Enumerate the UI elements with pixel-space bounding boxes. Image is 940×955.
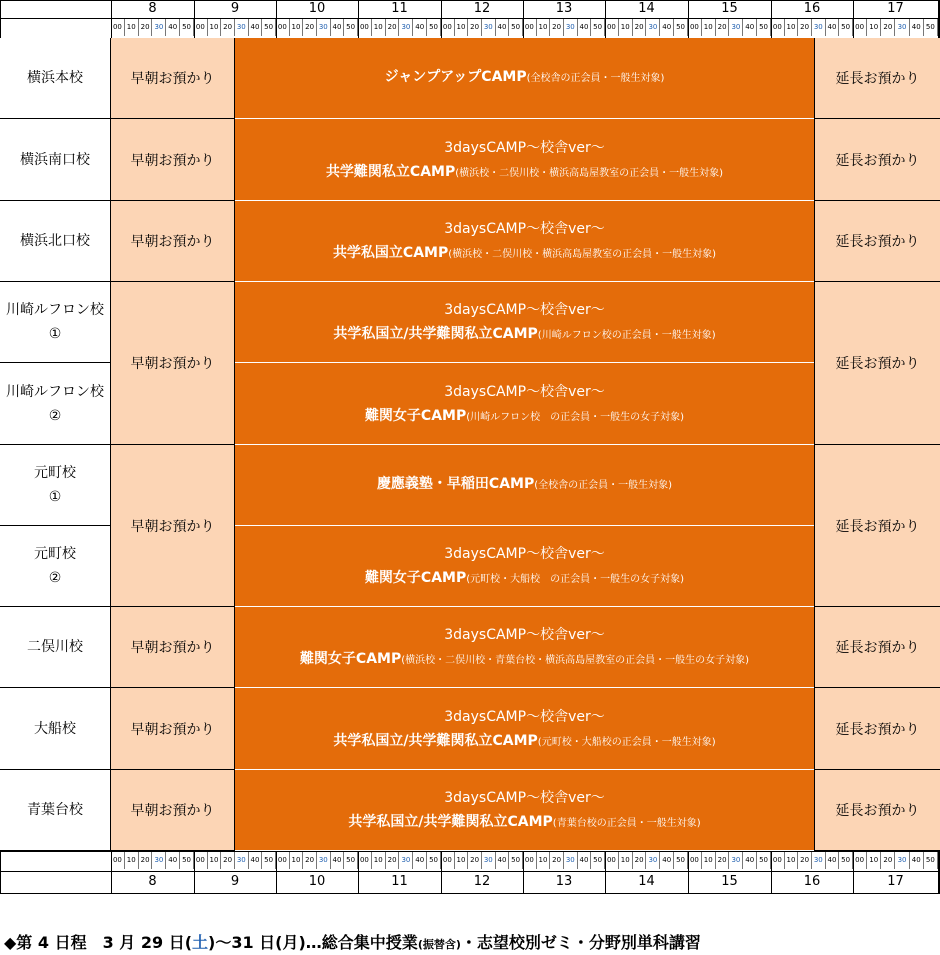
minute-label: 10 bbox=[208, 851, 222, 869]
minute-label: 50 bbox=[757, 18, 771, 36]
minute-label: 00 bbox=[441, 851, 455, 869]
camp-block bbox=[235, 282, 814, 363]
top-hour-label: 8 bbox=[148, 1, 157, 16]
camp-block bbox=[235, 119, 814, 201]
top-minute-row bbox=[194, 18, 276, 36]
camp-title-text: 慶應義塾・早稲田CAMP bbox=[376, 476, 535, 492]
camp-title-text: ジャンプアップCAMP bbox=[384, 69, 527, 85]
minute-label: 10 bbox=[867, 851, 881, 869]
minute-label: 10 bbox=[372, 851, 386, 869]
camp-note: (川崎ルフロン校の正会員・一般生対象) bbox=[537, 330, 716, 341]
minute-label: 50 bbox=[262, 851, 276, 869]
minute-label: 50 bbox=[427, 18, 441, 36]
minute-label: 20 bbox=[881, 18, 895, 36]
minute-label: 20 bbox=[303, 18, 317, 36]
minute-label: 40 bbox=[413, 18, 427, 36]
minute-label: 40 bbox=[331, 18, 345, 36]
minute-label: 10 bbox=[208, 18, 222, 36]
late-care-cell: 延長お預かり bbox=[814, 688, 940, 770]
camp-title-text: 難関女子CAMP bbox=[364, 407, 467, 424]
minute-label: 00 bbox=[688, 851, 702, 869]
camp-title bbox=[290, 648, 759, 672]
minute-label: 10 bbox=[455, 851, 469, 869]
minute-label: 50 bbox=[509, 851, 523, 869]
minute-label: 30 bbox=[646, 18, 660, 36]
grid-line bbox=[0, 871, 940, 872]
camp-title-text: 共学私国立CAMP bbox=[332, 245, 449, 261]
camp-block bbox=[235, 770, 814, 851]
top-minute-row bbox=[605, 18, 688, 36]
camp-subtitle: 3daysCAMP～校舎ver～ bbox=[444, 302, 605, 318]
minute-label: 50 bbox=[344, 18, 358, 36]
minute-label: 40 bbox=[496, 851, 510, 869]
minute-label: 10 bbox=[702, 851, 716, 869]
minute-label: 40 bbox=[910, 851, 924, 869]
minute-label: 30 bbox=[235, 851, 249, 869]
camp-block bbox=[235, 688, 814, 770]
camp-title bbox=[338, 811, 710, 835]
minute-label: 50 bbox=[262, 18, 276, 36]
minute-label: 10 bbox=[537, 18, 551, 36]
camp-note: (元町校・大船校の正会員・一般生対象) bbox=[537, 736, 716, 748]
top-minute-row bbox=[688, 18, 771, 36]
bottom-hour-label: 17 bbox=[887, 874, 904, 889]
minute-label: 50 bbox=[591, 851, 605, 869]
minute-label: 40 bbox=[910, 18, 924, 36]
bottom-hour-label: 8 bbox=[148, 874, 157, 889]
bottom-minute-row bbox=[194, 851, 276, 869]
minute-label: 40 bbox=[660, 851, 674, 869]
camp-block bbox=[235, 363, 814, 445]
minute-label: 00 bbox=[523, 851, 537, 869]
camp-note: (元町校・大船校 の正会員・一般生の女子対象) bbox=[466, 574, 685, 585]
minute-label: 10 bbox=[125, 851, 139, 869]
camp-subtitle: 3daysCAMP～校舎ver～ bbox=[444, 627, 605, 643]
camp-note: (全校舎の正会員・一般生対象) bbox=[526, 73, 665, 84]
minute-label: 20 bbox=[303, 851, 317, 869]
late-care-cell: 延長お預かり bbox=[814, 38, 940, 119]
minute-label: 10 bbox=[619, 18, 633, 36]
minute-label: 30 bbox=[152, 851, 166, 869]
early-care-cell: 早朝お預かり bbox=[111, 445, 235, 607]
early-care-cell: 早朝お預かり bbox=[111, 119, 235, 201]
school-name: 元町校 ① bbox=[0, 445, 110, 526]
minute-label: 00 bbox=[688, 18, 702, 36]
minute-label: 40 bbox=[249, 851, 263, 869]
minute-label: 00 bbox=[523, 18, 537, 36]
top-hour-label: 10 bbox=[308, 1, 326, 16]
minute-label: 20 bbox=[716, 18, 730, 36]
minute-label: 10 bbox=[290, 18, 304, 36]
minute-label: 10 bbox=[619, 851, 633, 869]
top-hour-label: 17 bbox=[887, 1, 904, 16]
minute-label: 20 bbox=[221, 18, 235, 36]
grid-line bbox=[853, 851, 854, 893]
grid-line bbox=[853, 0, 854, 38]
school-name: 大船校 bbox=[0, 688, 110, 770]
minute-label: 00 bbox=[194, 18, 208, 36]
grid-line bbox=[111, 0, 112, 38]
grid-line bbox=[771, 851, 772, 893]
early-care-cell: 早朝お預かり bbox=[111, 201, 235, 282]
bottom-minute-row bbox=[441, 851, 523, 869]
minute-label: 50 bbox=[674, 851, 688, 869]
grid-line bbox=[276, 0, 277, 38]
minute-label: 10 bbox=[372, 18, 386, 36]
minute-label: 00 bbox=[194, 851, 208, 869]
minute-label: 10 bbox=[785, 851, 799, 869]
bottom-minute-row bbox=[523, 851, 605, 869]
minute-label: 50 bbox=[839, 851, 853, 869]
minute-label: 40 bbox=[331, 851, 345, 869]
minute-label: 30 bbox=[729, 851, 743, 869]
minute-label: 20 bbox=[798, 18, 812, 36]
camp-subtitle: 3daysCAMP～校舎ver～ bbox=[444, 139, 605, 156]
minute-label: 30 bbox=[235, 18, 249, 36]
schedule-footer: ◆第 4 日程 3 月 29 日(土)～31 日(月)…総合集中授業(振替含)・志望校別ゼミ・分野別単科講習 bbox=[4, 933, 701, 952]
top-hour-label: 9 bbox=[230, 1, 240, 16]
grid-line bbox=[0, 851, 940, 852]
top-hour-label: 12 bbox=[473, 1, 491, 16]
school-name: 元町校 ② bbox=[0, 526, 110, 607]
minute-label: 00 bbox=[358, 18, 372, 36]
bottom-minute-row bbox=[605, 851, 688, 869]
minute-label: 20 bbox=[139, 18, 153, 36]
minute-label: 50 bbox=[757, 851, 771, 869]
top-hour-label: 13 bbox=[555, 1, 573, 16]
minute-label: 20 bbox=[221, 851, 235, 869]
minute-label: 40 bbox=[413, 851, 427, 869]
grid-line bbox=[358, 0, 359, 38]
minute-label: 50 bbox=[924, 851, 938, 869]
minute-label: 50 bbox=[180, 851, 194, 869]
minute-label: 20 bbox=[550, 851, 564, 869]
minute-label: 30 bbox=[317, 851, 331, 869]
late-care-cell: 延長お預かり bbox=[814, 119, 940, 201]
minute-label: 50 bbox=[924, 18, 938, 36]
top-hour-label: 16 bbox=[803, 1, 821, 16]
minute-label: 50 bbox=[509, 18, 523, 36]
saturday-label: 土 bbox=[192, 933, 209, 952]
minute-label: 00 bbox=[111, 851, 125, 869]
minute-label: 40 bbox=[166, 851, 180, 869]
early-care-cell: 早朝お預かり bbox=[111, 770, 235, 851]
late-care-cell: 延長お預かり bbox=[814, 201, 940, 282]
minute-label: 20 bbox=[716, 851, 730, 869]
minute-label: 00 bbox=[358, 851, 372, 869]
school-name: 川崎ルフロン校 ② bbox=[0, 363, 110, 445]
grid-line bbox=[111, 851, 112, 893]
camp-block bbox=[235, 526, 814, 607]
minute-label: 20 bbox=[633, 18, 647, 36]
grid-line bbox=[276, 851, 277, 893]
minute-label: 30 bbox=[399, 851, 413, 869]
camp-block bbox=[235, 201, 814, 282]
grid-line bbox=[523, 0, 524, 38]
camp-block bbox=[235, 445, 814, 526]
school-name: 横浜南口校 bbox=[0, 119, 110, 201]
top-minute-row bbox=[523, 18, 605, 36]
camp-title-text: 難関女子CAMP bbox=[364, 570, 467, 586]
camp-title bbox=[323, 242, 726, 266]
late-care-cell: 延長お預かり bbox=[814, 282, 940, 445]
camp-note: (横浜校・二俣川校・横浜高島屋教室の正会員・一般生対象) bbox=[448, 249, 717, 260]
minute-label: 00 bbox=[441, 18, 455, 36]
minute-label: 30 bbox=[729, 18, 743, 36]
bottom-hour-label: 13 bbox=[555, 874, 573, 889]
top-minute-row bbox=[853, 18, 938, 36]
camp-title bbox=[323, 730, 725, 754]
grid-line bbox=[605, 0, 606, 38]
minute-label: 10 bbox=[867, 18, 881, 36]
camp-title bbox=[323, 323, 725, 347]
minute-label: 50 bbox=[591, 18, 605, 36]
minute-label: 10 bbox=[785, 18, 799, 36]
grid-line bbox=[688, 0, 689, 38]
bottom-minute-row bbox=[276, 851, 358, 869]
bottom-minute-row bbox=[853, 851, 938, 869]
minute-label: 40 bbox=[826, 18, 840, 36]
minute-label: 40 bbox=[743, 851, 757, 869]
minute-label: 30 bbox=[564, 851, 578, 869]
grid-line bbox=[0, 0, 940, 1]
camp-title bbox=[375, 66, 675, 90]
minute-label: 00 bbox=[605, 18, 619, 36]
bottom-hour-label: 14 bbox=[638, 874, 655, 889]
minute-label: 40 bbox=[496, 18, 510, 36]
minute-label: 00 bbox=[111, 18, 125, 36]
minute-label: 30 bbox=[317, 18, 331, 36]
minute-label: 40 bbox=[743, 18, 757, 36]
minute-label: 10 bbox=[537, 851, 551, 869]
camp-title bbox=[355, 405, 694, 429]
camp-title-text: 共学私国立/共学難関私立CAMP bbox=[333, 326, 538, 342]
camp-note: (横浜校・二俣川校・横浜高島屋教室の正会員・一般生対象) bbox=[455, 167, 724, 179]
minute-label: 10 bbox=[455, 18, 469, 36]
bottom-hour-label: 9 bbox=[230, 874, 240, 889]
minute-label: 30 bbox=[812, 851, 826, 869]
minute-label: 40 bbox=[578, 18, 592, 36]
camp-note: (川崎ルフロン校 の正会員・一般生の女子対象) bbox=[466, 411, 685, 423]
minute-label: 40 bbox=[826, 851, 840, 869]
early-care-cell: 早朝お預かり bbox=[111, 688, 235, 770]
minute-label: 20 bbox=[468, 18, 482, 36]
late-care-cell: 延長お預かり bbox=[814, 770, 940, 851]
minute-label: 30 bbox=[895, 851, 909, 869]
bottom-minute-row bbox=[358, 851, 441, 869]
minute-label: 20 bbox=[468, 851, 482, 869]
camp-block bbox=[235, 607, 814, 688]
camp-note: (青葉台校の正会員・一般生対象) bbox=[552, 818, 701, 829]
bottom-hour-label: 16 bbox=[803, 874, 821, 889]
camp-title-text: 難関女子CAMP bbox=[299, 651, 402, 667]
minute-label: 20 bbox=[550, 18, 564, 36]
camp-subtitle: 3daysCAMP～校舎ver～ bbox=[444, 708, 605, 725]
top-minute-row bbox=[441, 18, 523, 36]
minute-label: 00 bbox=[771, 851, 785, 869]
school-name: 二俣川校 bbox=[0, 607, 110, 688]
minute-label: 20 bbox=[633, 851, 647, 869]
grid-line bbox=[358, 851, 359, 893]
minute-label: 40 bbox=[578, 851, 592, 869]
bottom-minute-row bbox=[111, 851, 194, 869]
grid-line bbox=[441, 0, 442, 38]
minute-label: 50 bbox=[839, 18, 853, 36]
grid-line bbox=[688, 851, 689, 893]
bottom-minute-row bbox=[771, 851, 853, 869]
grid-line bbox=[0, 893, 940, 894]
minute-label: 20 bbox=[386, 18, 400, 36]
minute-label: 30 bbox=[895, 18, 909, 36]
camp-title bbox=[355, 567, 694, 591]
top-minute-row bbox=[358, 18, 441, 36]
minute-label: 10 bbox=[125, 18, 139, 36]
minute-label: 30 bbox=[646, 851, 660, 869]
camp-subtitle: 3daysCAMP～校舎ver～ bbox=[444, 546, 605, 562]
minute-label: 00 bbox=[771, 18, 785, 36]
minute-label: 00 bbox=[276, 851, 290, 869]
minute-label: 20 bbox=[798, 851, 812, 869]
bottom-hour-label: 10 bbox=[308, 874, 326, 889]
minute-label: 30 bbox=[812, 18, 826, 36]
early-care-cell: 早朝お預かり bbox=[111, 607, 235, 688]
minute-label: 40 bbox=[166, 18, 180, 36]
top-hour-label: 11 bbox=[391, 1, 408, 16]
minute-label: 00 bbox=[605, 851, 619, 869]
minute-label: 40 bbox=[249, 18, 263, 36]
top-minute-row bbox=[276, 18, 358, 36]
minute-label: 50 bbox=[674, 18, 688, 36]
top-hour-label: 14 bbox=[638, 1, 655, 16]
grid-line bbox=[441, 851, 442, 893]
minute-label: 30 bbox=[399, 18, 413, 36]
camp-title bbox=[367, 473, 682, 497]
camp-title bbox=[316, 161, 733, 185]
grid-line bbox=[194, 851, 195, 893]
grid-line bbox=[194, 0, 195, 38]
early-care-cell: 早朝お預かり bbox=[111, 38, 235, 119]
camp-title-text: 共学難関私立CAMP bbox=[325, 163, 456, 180]
camp-subtitle: 3daysCAMP～校舎ver～ bbox=[444, 383, 605, 400]
camp-block bbox=[235, 38, 814, 119]
bottom-hour-label: 12 bbox=[473, 874, 491, 889]
camp-subtitle: 3daysCAMP～校舎ver～ bbox=[444, 221, 605, 237]
minute-label: 30 bbox=[482, 18, 496, 36]
school-name: 横浜本校 bbox=[0, 38, 110, 119]
minute-label: 50 bbox=[344, 851, 358, 869]
camp-note: (全校舎の正会員・一般生対象) bbox=[534, 480, 673, 491]
minute-label: 00 bbox=[276, 18, 290, 36]
minute-label: 50 bbox=[180, 18, 194, 36]
school-name: 川崎ルフロン校 ① bbox=[0, 282, 110, 363]
bottom-hour-label: 11 bbox=[391, 874, 408, 889]
minute-label: 00 bbox=[853, 851, 867, 869]
early-care-cell: 早朝お預かり bbox=[111, 282, 235, 445]
minute-label: 20 bbox=[139, 851, 153, 869]
school-name: 青葉台校 bbox=[0, 770, 110, 851]
minute-label: 10 bbox=[290, 851, 304, 869]
minute-label: 30 bbox=[152, 18, 166, 36]
minute-label: 50 bbox=[427, 851, 441, 869]
camp-note: (横浜校・二俣川校・青葉台校・横浜高島屋教室の正会員・一般生の女子対象) bbox=[401, 655, 750, 666]
minute-label: 10 bbox=[702, 18, 716, 36]
camp-title-text: 共学私国立/共学難関私立CAMP bbox=[348, 814, 553, 830]
grid-line bbox=[0, 18, 940, 19]
minute-label: 30 bbox=[482, 851, 496, 869]
bottom-hour-label: 15 bbox=[721, 874, 738, 889]
school-name: 横浜北口校 bbox=[0, 201, 110, 282]
camp-title-text: 共学私国立/共学難関私立CAMP bbox=[333, 732, 538, 749]
late-care-cell: 延長お預かり bbox=[814, 445, 940, 607]
top-hour-label: 15 bbox=[721, 1, 738, 16]
top-minute-row bbox=[771, 18, 853, 36]
minute-label: 20 bbox=[881, 851, 895, 869]
grid-line bbox=[771, 0, 772, 38]
minute-label: 00 bbox=[853, 18, 867, 36]
bottom-minute-row bbox=[688, 851, 771, 869]
top-minute-row bbox=[111, 18, 194, 36]
minute-label: 30 bbox=[564, 18, 578, 36]
minute-label: 40 bbox=[660, 18, 674, 36]
grid-line bbox=[605, 851, 606, 893]
late-care-cell: 延長お預かり bbox=[814, 607, 940, 688]
grid-line bbox=[523, 851, 524, 893]
camp-subtitle: 3daysCAMP～校舎ver～ bbox=[444, 790, 605, 806]
minute-label: 20 bbox=[386, 851, 400, 869]
